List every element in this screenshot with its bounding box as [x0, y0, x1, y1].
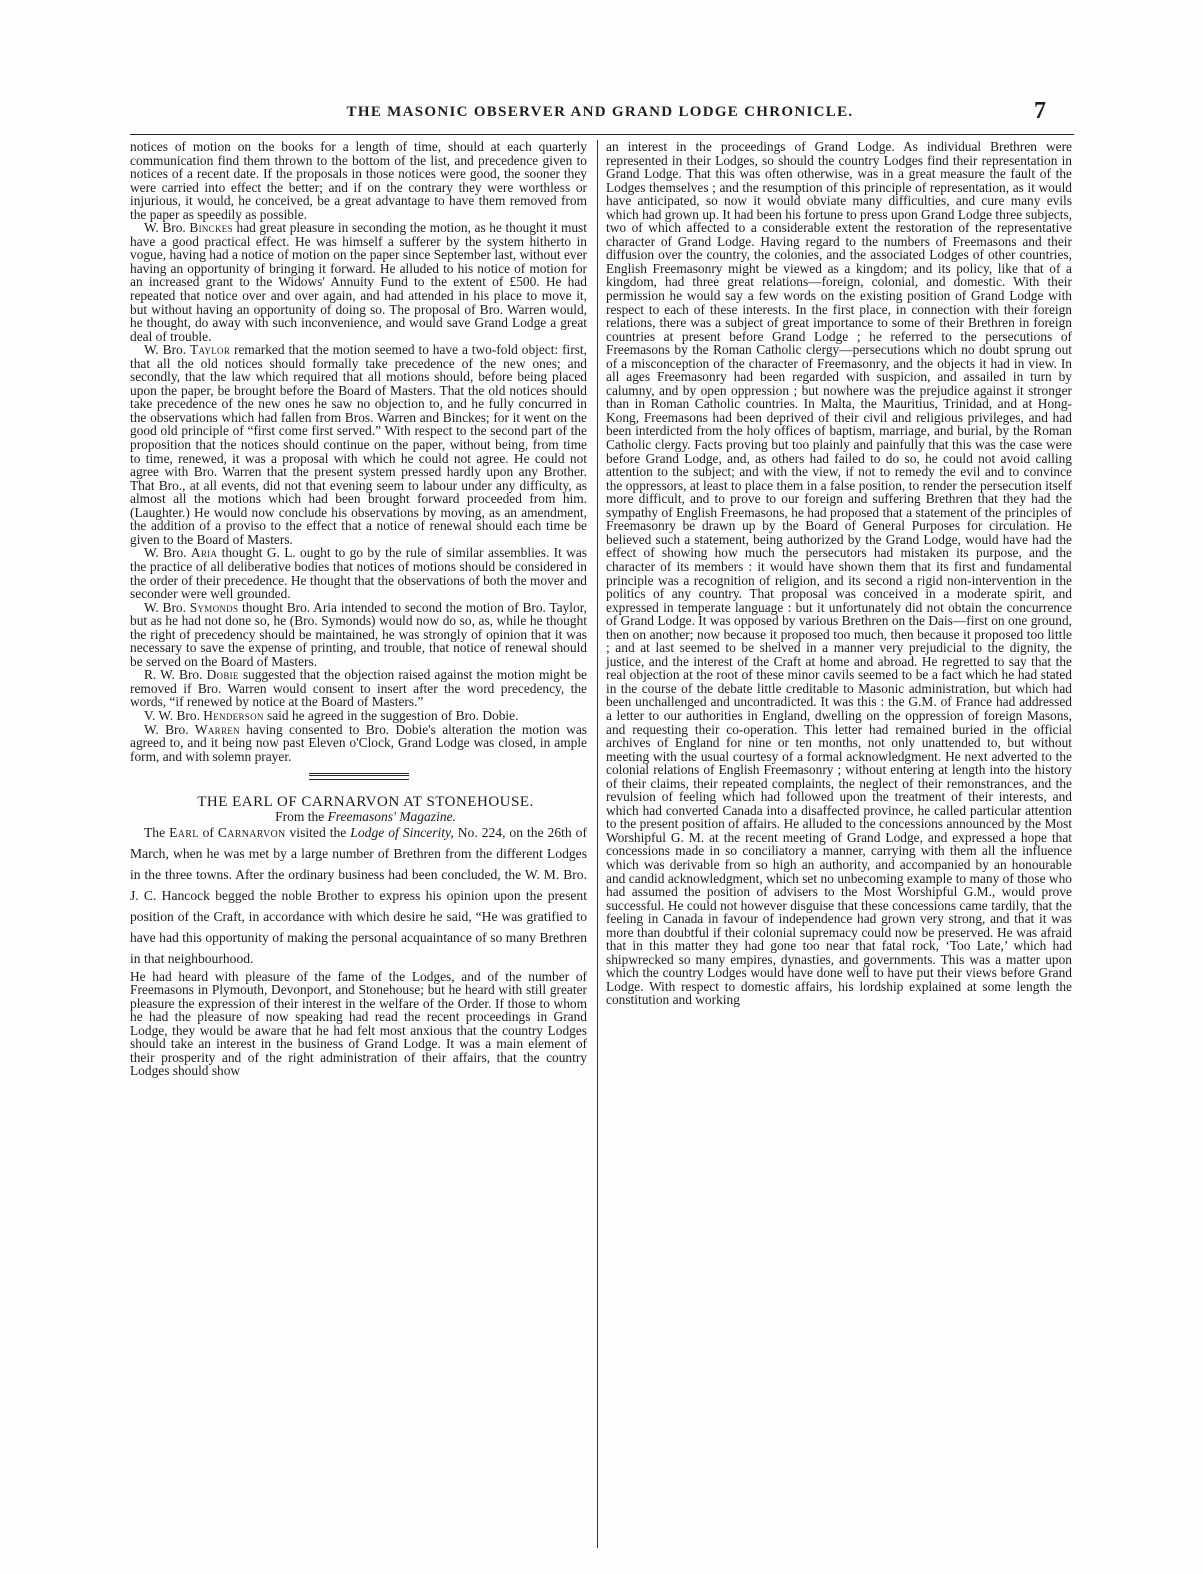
speaker-name: Taylor [189, 342, 231, 358]
running-title: THE MASONIC OBSERVER AND GRAND LODGE CHRONICLE. [346, 104, 854, 120]
column-divider [597, 140, 598, 1548]
page-number: 7 [1034, 98, 1046, 124]
speaker-name: Dobie [206, 667, 239, 683]
section-separator [309, 773, 409, 780]
left-column [130, 140, 587, 1078]
paragraph-text: No. 224, on the 26th of March, when he was met by a large number of Brethren from the different Lodges in the three towns. After the ordinary business had been concluded, the W. M. Bro. J. C. Hancock begged the noble Brother to express his opinion upon the present position of the Craft, in accordance with which desire he said, “He was gratified to have had this opportunity of making the personal acquaintance of so many Brethren in that neighbourhood. [130, 825, 588, 966]
speaker-prefix: W. Bro. [144, 220, 186, 236]
speaker-name: Aria [190, 545, 218, 561]
paragraph [130, 546, 587, 600]
speaker-prefix: W. Bro. [144, 599, 186, 615]
lead-visited: visited the [289, 825, 347, 841]
lodge-name: Lodge of Sincerity, [350, 825, 454, 841]
paragraph-text: had great pleasure in seconding the motion, as he thought it must have a good practical effect. He was himself a sufferer by the system hitherto in vogue, having had a notice of motion on the paper since September last, without ever having an opportunity of bringing it forward. He alluded to his notice of motion for an increased grant to the Widows' Annuity Fund to the extent of £500. He had repeated that notice over and over again, and had attended in his place to move it, but without having an opportunity of doing so. The proposal of Bro. Warren would, he thought, do away with such inconvenience, and would save Grand Lodge a great deal of trouble. [130, 220, 587, 344]
paragraph-text: thought G. L. ought to go by the rule of similar assemblies. It was the practice of all deliberative bodies that notices of motions should be considered in the order of their precedence. He thought that the observations of both the mover and seconder were well grounded. [130, 545, 587, 602]
subtitle-from: From the [275, 808, 325, 824]
right-column [606, 140, 1072, 1007]
paragraph [130, 601, 587, 669]
speaker-prefix: W. Bro. [144, 721, 189, 737]
speaker-name: Binckes [189, 220, 233, 236]
paragraph-text: said he agreed in the suggestion of Bro. Dobie. [267, 707, 519, 723]
lead-of: of [202, 825, 214, 841]
lead-word: The [144, 825, 166, 841]
paragraph: He had heard with pleasure of the fame of the Lodges, and of the number of Freemasons in Plymouth, Devonport, and Stonehouse; but he heard with still greater pleasure the expression of their interest in the welfare of the Order. If those to whom he had the pleasure of now speaking had read the recent proceedings in Grand Lodge, they would be aware that he had felt most anxious that the country Lodges should take an interest in the business of Grand Lodge. It was a main element of their prosperity and of the right administration of their affairs, that the country Lodges should show [130, 968, 587, 1079]
speaker-prefix: W. Bro. [144, 545, 187, 561]
paragraph [130, 723, 587, 764]
subtitle-source: Freemasons' Magazine. [327, 808, 456, 824]
article-title: THE EARL OF CARNARVON AT STONEHOUSE. [197, 794, 534, 811]
lead-earl: Earl [169, 825, 199, 841]
paragraph [130, 221, 587, 343]
speaker-name: Henderson [203, 707, 264, 723]
paragraph [130, 668, 587, 709]
paragraph-text: suggested that the objection raised against the motion might be removed if Bro. Warren would consent to insert after the word precedency, the words, “if renewed by notice at the Board of Masters.” [130, 667, 587, 710]
lead-carnarvon: Carnarvon [217, 825, 286, 841]
article-subtitle [130, 810, 587, 824]
paragraph-text: having consented to Bro. Dobie's alteration the motion was agreed to, and it being now past Eleven o'Clock, Grand Lodge was closed, in ample form, and with solemn prayer. [130, 721, 587, 764]
speaker-name: Symonds [189, 599, 239, 615]
speaker-prefix: R. W. Bro. [144, 667, 203, 683]
speaker-prefix: V. W. Bro. [144, 707, 200, 723]
paragraph [130, 709, 587, 723]
paragraph-text: remarked that the motion seemed to have a two-fold object: first, that all the old notices should formally take precedence of the new ones; and secondly, that the law which required that all motions should, before being placed upon the paper, be brought before the Board of Masters. That the old notices should take precedence of the new ones he saw no objection to, and he fully concurred in the observations which had fallen from Bros. Warren and Binckes; for it went on the good old principle of “first come first served.” With respect to the second part of the proposition that the notices should continue on the paper, without being, from time to time, renewed, it was a proposal with which he could not agree. He could not agree with Bro. Warren that the present system pressed hardly upon any Brother. That Bro., at all events, did not that evening seem to labour under any difficulty, as almost all the motions which had been brought forward proceeded from him. (Laughter.) He would now conclude his observations by moving, as an amendment, the addition of a proviso to the effect that a notice of renewal should each time be given to the Board of Masters. [130, 342, 587, 547]
article-body [130, 823, 587, 969]
speaker-name: Warren [194, 721, 240, 737]
paragraph: notices of motion on the books for a length of time, should at each quarterly communication find them thrown to the bottom of the list, and precedence given to notices of a recent date. If the proposals in those notices were good, the sooner they were carried into effect the better; and if on the contrary they were worthless or injurious, it would, he conceived, be a great advantage to have them removed from the paper as speedily as possible. [130, 139, 587, 222]
speaker-prefix: W. Bro. [144, 342, 187, 358]
paragraph-text: thought Bro. Aria intended to second the motion of Bro. Taylor, but as he had not done so, he (Bro. Symonds) would now do so, as, while he thought the right of precedency should be maintained, he was strongly of opinion that it was necessary to save the expense of printing, and trouble, that notice of renewal should be served on the Board of Masters. [130, 599, 587, 669]
paragraph: an interest in the proceedings of Grand Lodge. As individual Brethren were represented in their Lodges, so should the country Lodges find their representation in Grand Lodge. That this was often otherwise, was in a great measure the fault of the Lodges themselves ; and the resumption of this principle of representation, as it would have anticipated, so now it would obviate many difficulties, and cure many evils which had grown up. It had been his fortune to press upon Grand Lodge three subjects, two of which affected to a considerable extent the restoration of the representative character of Grand Lodge. Having regard to the numbers of Freemasons and their diffusion over the country, the colonies, and the associated Lodges of other countries, English Freemasonry might be viewed as a kingdom; and its policy, like that of a kingdom, had three great relations—foreign, colonial, and domestic. With their permission he would say a few words on the existing position of Grand Lodge with respect to each of these interests. In the first place, in connection with their foreign relations, there was a subject of great importance to some of their Brethren in foreign countries at present before Grand Lodge ; he referred to the persecutions of Freemasons by the Roman Catholic clergy—persecutions which no doubt sprung out of a misconception of the character of Freemasonry, and the objects it had in view. In all ages Freemasonry had been regarded with suspicion, and assailed in turn by calumny, and by open oppression ; but nowhere was the prejudice against it stronger than in Roman Catholic countries. In Malta, the Mauritius, Trinidad, and at Hong-Kong, Freemasons had been deprived of their civil and religious privileges, and had been interdicted from the holy offices of baptism, marriage, and burial, by the Roman Catholic clergy. Facts proving but too plainly and painfully that this was the case were before Grand Lodge, and, as others had failed to do so, he could not avoid calling attention to the subject; and with the view, if not to remedy the evil and to convince the oppressors, at least to place them in a false position, to render the persecution itself more difficult, and to prove to our foreign and suffering Brethren that they had the sympathy of English Freemasons, he had proposed that a statement of the principles of Freemasonry be drawn up by the Board of General Purposes for circulation. He believed such a statement, being authorized by the Grand Lodge, would have had the effect of showing how much the persecutors had mistaken its purpose, and the character of its members : it would have shown them that its first and fundamental principle was a recognition of religion, and its second a rigid non-intervention in the politics of any country. That proposal was conceived in a moderate spirit, and expressed in temperate language : but it unfortunately did not obtain the concurrence of Grand Lodge. It was opposed by various Brethren on the Dais—first on one ground, then on another; now because it proposed too much, then because it proposed too little ; and at last seemed to be shelved in a manner very prejudicial to the dignity, the justice, and the interest of the Craft at home and abroad. He regretted to say that the real objection at the root of these minor cavils seemed to be a fact which he had stated in the course of the debate little creditable to Masonic administration, but which had been unchallenged and uncontradicted. It was this : the G.M. of France had addressed a letter to our authorities in England, dwelling on the oppression of foreign Masons, and requesting their co-operation. This letter had remained buried in the official archives of England for nine or ten months, not only unattended to, but without meeting with the usual courtesy of a formal acknowledgment. He next adverted to the colonial relations of English Freemasonry ; without entering at length into the history of their claims, their repeated complaints, the neglect of their remonstrances, and the revulsion of feeling which had followed upon the treatment of their interests, and which had converted Canada into a disaffected province, he called particular attention to the present position of affairs. He alluded to the concessions announced by the Most Worshipful G. M. at the recent meeting of Grand Lodge, and expressed a hope that concessions made in so conciliatory a manner, carrying with them all the influence which was derivable from so high an authority, and accompanied by an honourable and candid acknowledgment, which set no unbecoming example to many of those who had assumed the position of advisers to the Most Worshipful G.M., would prove successful. He could not however disguise that these concessions came tardily, that the feeling in Canada in favour of independence had grown very strong, and that it was more than doubtful if their colonial supremacy could now be preserved. He was afraid that in this matter they had gone too near that fatal rock, ‘Too Late,’ which had shipwrecked so many empires, dynasties, and governments. This was a matter upon which the country Lodges would have done well to have put their views before Grand Lodge. With respect to domestic affairs, his lordship explained at some length the constitution and working [606, 139, 1072, 1008]
paragraph [130, 823, 587, 969]
paragraph [130, 343, 587, 546]
header-rule [130, 134, 1074, 135]
article-body-continued [130, 970, 587, 1078]
